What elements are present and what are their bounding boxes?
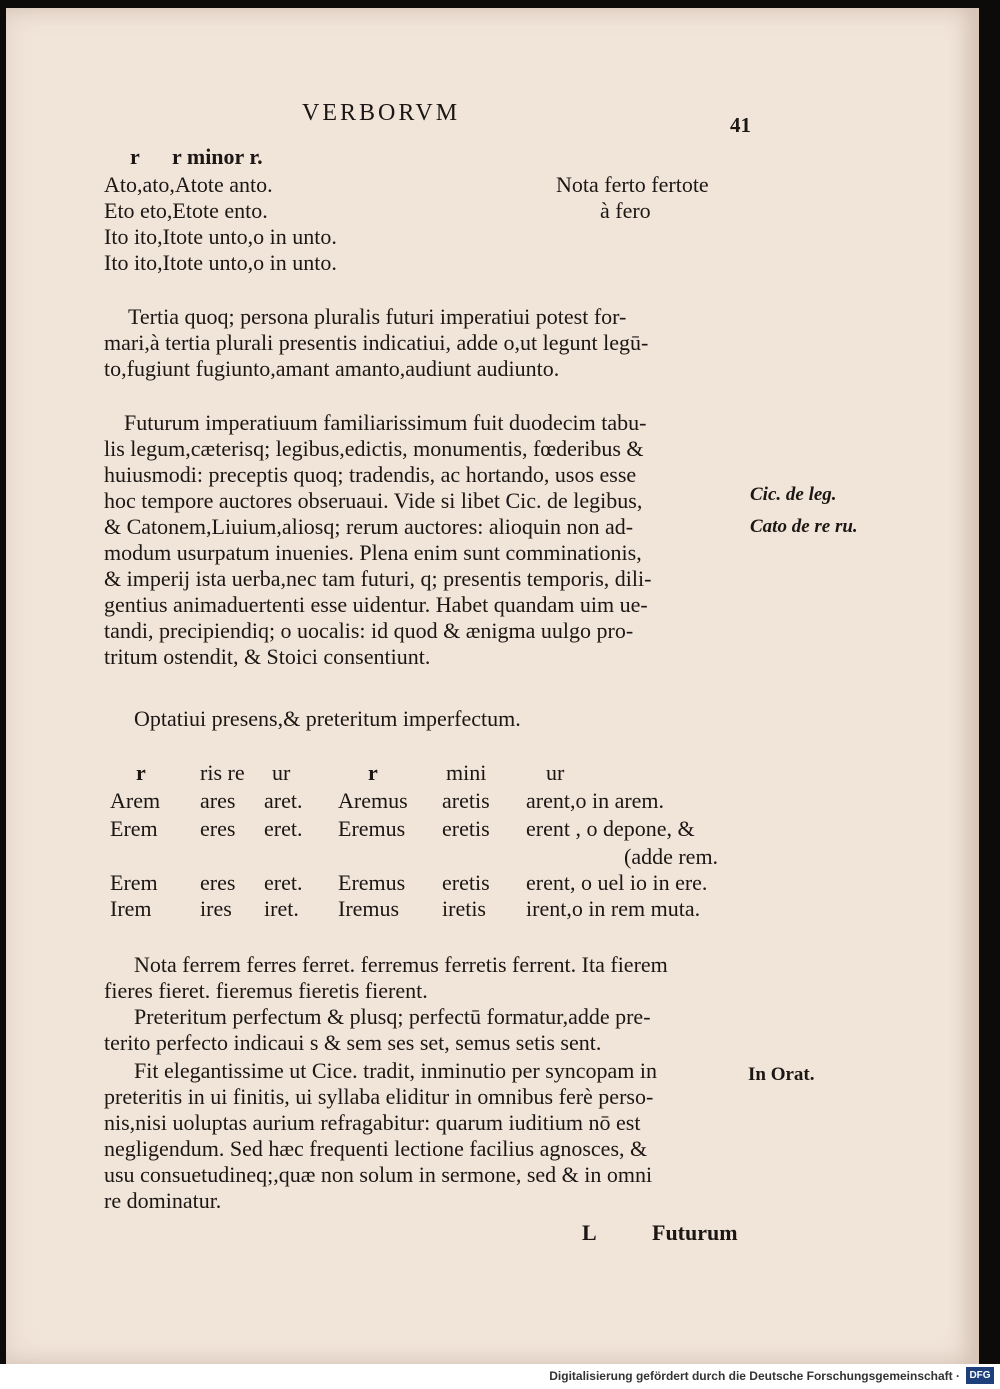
text-line: Nota ferrem ferres ferret. ferremus ferretis ferrent. Ita fierem bbox=[134, 952, 668, 977]
table-header-cell: r bbox=[130, 144, 140, 169]
table-cell: Arem bbox=[110, 788, 161, 813]
table-cell: Irem bbox=[110, 896, 152, 921]
table-cell: irent,o in rem muta. bbox=[526, 896, 701, 921]
table-note-line: à fero bbox=[600, 198, 651, 223]
table-cell: eres bbox=[200, 816, 236, 841]
text-line: re dominatur. bbox=[104, 1188, 222, 1213]
table-header-cell: r minor r. bbox=[172, 144, 263, 169]
text-line: modum usurpatum inuenies. Plena enim sunt comminationis, bbox=[104, 540, 642, 565]
margin-note: Cic. de leg. bbox=[750, 484, 837, 505]
text-line: to,fugiunt fugiunto,amant amanto,audiunt audiunto. bbox=[104, 356, 560, 381]
table-header-cell: r bbox=[136, 760, 146, 785]
text-line: usu consuetudineq;,quæ non solum in sermone, sed & in omni bbox=[104, 1162, 653, 1187]
table-cell: eres bbox=[200, 870, 236, 895]
table-cell: Eremus bbox=[338, 870, 406, 895]
table-note-line: Nota ferto fertote bbox=[556, 172, 709, 197]
table-cell: erent, o uel io in ere. bbox=[526, 870, 708, 895]
page-number: 41 bbox=[730, 113, 751, 137]
table-cell: iretis bbox=[442, 896, 486, 921]
text-line: tandi, precipiendiq; o uocalis: id quod & ænigma uulgo pro- bbox=[104, 618, 634, 643]
table-header-cell: r bbox=[368, 760, 378, 785]
table-cell: aret. bbox=[264, 788, 303, 813]
table-cell: eret. bbox=[264, 870, 303, 895]
table-header-cell: ur bbox=[546, 760, 565, 785]
table-cell: (adde rem. bbox=[624, 844, 719, 869]
text-line: Futurum imperatiuum familiarissimum fuit duodecim tabu- bbox=[124, 410, 647, 435]
table-cell: Eremus bbox=[338, 816, 406, 841]
text-line: hoc tempore auctores obseruaui. Vide si libet Cic. de legibus, bbox=[104, 488, 643, 513]
catchword: Futurum bbox=[652, 1220, 738, 1245]
text-line: Preteritum perfectum & plusq; perfectū formatur,adde pre- bbox=[134, 1004, 651, 1029]
table-cell: ires bbox=[200, 896, 232, 921]
table-cell: aretis bbox=[442, 788, 490, 813]
text-line: tritum ostendit, & Stoici consentiunt. bbox=[104, 644, 431, 669]
running-header: VERBORVM bbox=[302, 100, 461, 126]
text-line: huiusmodi: preceptis quoq; tradendis, ac hortando, usos esse bbox=[104, 462, 637, 487]
table-cell: eretis bbox=[442, 870, 490, 895]
table-row: Ato,ato,Atote anto. bbox=[104, 172, 273, 197]
text-line: preteritis in ui finitis, ui syllaba eliditur in omnibus ferè perso- bbox=[104, 1084, 654, 1109]
table-cell: Aremus bbox=[338, 788, 408, 813]
table-cell: arent,o in arem. bbox=[526, 788, 665, 813]
table-row: Ito ito,Itote unto,o in unto. bbox=[104, 224, 337, 249]
digitization-footer bbox=[0, 1364, 1000, 1389]
text-line: negligendum. Sed hæc frequenti lectione facilius agnosces, & bbox=[104, 1136, 648, 1161]
margin-note: In Orat. bbox=[748, 1064, 815, 1085]
table-cell: Erem bbox=[110, 870, 158, 895]
footer-credit: Digitalisierung gefördert durch die Deutsche Forschungsgemeinschaft · bbox=[549, 1369, 960, 1383]
text-line: lis legum,cæterisq; legibus,edictis, monumentis, fœderibus & bbox=[104, 436, 644, 461]
text-line: & Catonem,Liuium,aliosq; rerum auctores: alioquin non ad- bbox=[104, 514, 634, 539]
book-page bbox=[6, 8, 979, 1364]
text-line: fieres fieret. fieremus fieretis fierent. bbox=[104, 978, 428, 1003]
table-row: Eto eto,Etote ento. bbox=[104, 198, 268, 223]
margin-note: Cato de re ru. bbox=[750, 516, 858, 537]
text-line: Fit elegantissime ut Cice. tradit, inminutio per syncopam in bbox=[134, 1058, 658, 1083]
text-line: nis,nisi uoluptas aurium refragabitur: quarum iuditium nō est bbox=[104, 1110, 641, 1135]
table-header-cell: ur bbox=[272, 760, 291, 785]
table-cell: iret. bbox=[264, 896, 299, 921]
table-header-cell: mini bbox=[446, 760, 487, 785]
text-line: & imperij ista uerba,nec tam futuri, q; presentis temporis, dili- bbox=[104, 566, 652, 591]
table-header-cell: ris re bbox=[200, 760, 245, 785]
text-line: Tertia quoq; persona pluralis futuri imperatiui potest for- bbox=[128, 304, 627, 329]
table-cell: Iremus bbox=[338, 896, 400, 921]
table-row: Ito ito,Itote unto,o in unto. bbox=[104, 250, 337, 275]
table-cell: ares bbox=[200, 788, 236, 813]
table-cell: erent , o depone, & bbox=[526, 816, 695, 841]
dfg-logo: DFG bbox=[966, 1367, 994, 1384]
signature-mark: L bbox=[582, 1220, 597, 1245]
text-line: gentius animaduertenti esse uidentur. Habet quandam uim ue- bbox=[104, 592, 648, 617]
section-heading: Optatiui presens,& preteritum imperfectum. bbox=[134, 706, 521, 731]
text-line: terito perfecto indicaui s & sem ses set, semus setis sent. bbox=[104, 1030, 602, 1055]
table-cell: Erem bbox=[110, 816, 158, 841]
table-cell: eretis bbox=[442, 816, 490, 841]
table-cell: eret. bbox=[264, 816, 303, 841]
text-line: mari,à tertia plurali presentis indicatiui, adde o,ut legunt legū- bbox=[104, 330, 649, 355]
